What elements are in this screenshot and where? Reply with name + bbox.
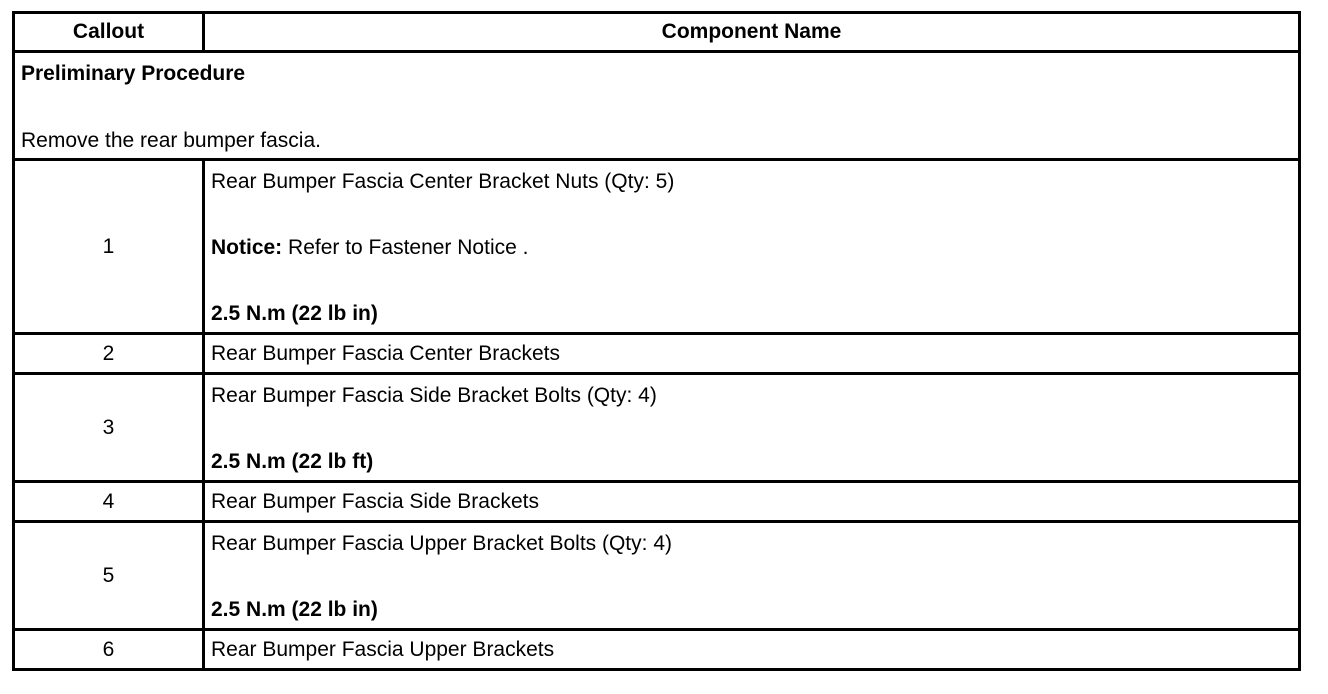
- table-row: [14, 630, 1300, 670]
- torque-spec: 2.5 N.m (22 lb ft): [211, 450, 374, 473]
- callout-number: 5: [14, 522, 204, 630]
- header-row: [14, 13, 1300, 52]
- callout-number: 2: [14, 334, 204, 374]
- table-row: [14, 374, 1300, 482]
- component-cell: [204, 630, 1300, 670]
- component-cell: [204, 482, 1300, 522]
- callout-number: 1: [14, 160, 204, 334]
- callout-number: 4: [14, 482, 204, 522]
- preliminary-row: [14, 52, 1300, 160]
- component-name: Rear Bumper Fascia Upper Brackets: [211, 637, 555, 661]
- preliminary-text: Remove the rear bumper fascia.: [21, 129, 321, 152]
- table-row: [14, 522, 1300, 630]
- table-row: [14, 160, 1300, 334]
- notice-label: Notice:: [211, 236, 283, 259]
- component-name-column-header: Component Name: [204, 13, 1300, 52]
- component-cell: [204, 374, 1300, 482]
- table-row: [14, 482, 1300, 522]
- callout-column-header: Callout: [14, 13, 204, 52]
- torque-spec: 2.5 N.m (22 lb in): [211, 598, 378, 621]
- preliminary-cell: [14, 52, 1300, 160]
- component-name: Rear Bumper Fascia Side Bracket Bolts (Qty: 4): [211, 384, 657, 407]
- callout-table: [12, 11, 1301, 671]
- component-name: Rear Bumper Fascia Center Brackets: [211, 341, 560, 365]
- torque-spec: 2.5 N.m (22 lb in): [211, 302, 378, 325]
- component-cell: [204, 522, 1300, 630]
- component-name: Rear Bumper Fascia Side Brackets: [211, 489, 539, 513]
- callout-number: 6: [14, 630, 204, 670]
- preliminary-title: Preliminary Procedure: [21, 62, 246, 85]
- component-name: Rear Bumper Fascia Upper Bracket Bolts (Qty: 4): [211, 532, 672, 555]
- notice-line: [211, 237, 1292, 259]
- component-cell: [204, 334, 1300, 374]
- component-cell: [204, 160, 1300, 334]
- table-row: [14, 334, 1300, 374]
- notice-text: Refer to Fastener Notice .: [282, 236, 529, 259]
- callout-number: 3: [14, 374, 204, 482]
- component-name: Rear Bumper Fascia Center Bracket Nuts (Qty: 5): [211, 170, 675, 193]
